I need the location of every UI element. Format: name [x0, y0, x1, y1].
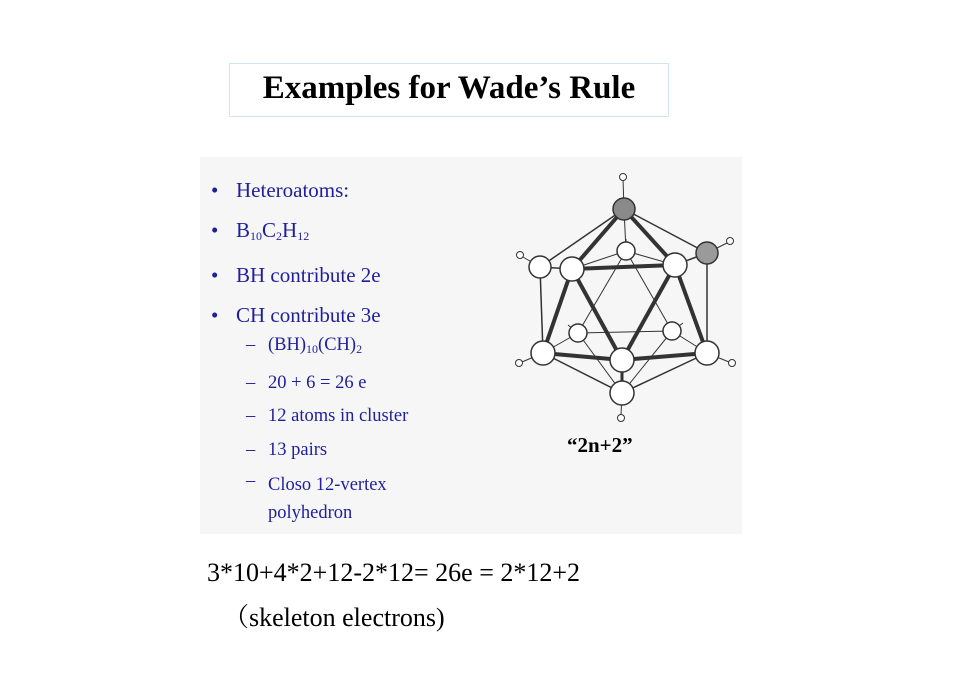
sub-list [200, 329, 428, 527]
sub-text: 12 atoms in cluster [268, 406, 409, 426]
bullet-bh [200, 256, 381, 296]
bullet-dot: • [211, 263, 219, 287]
dash: – [246, 372, 256, 393]
formula-subscript: 10 [306, 342, 319, 356]
bullet-list [200, 171, 381, 335]
bullet-heteroatoms [200, 171, 381, 211]
sub-sum [200, 367, 428, 401]
formula-part: (CH) [318, 335, 357, 355]
formula-subscript: 10 [250, 228, 263, 243]
electron-count-equation: 3*10+4*2+12-2*12= 26e = 2*12+2 [207, 558, 581, 587]
equation-note: （skeleton electrons) [223, 603, 445, 632]
formula-part: (BH) [268, 335, 307, 355]
formula-subscript: 2 [276, 228, 283, 243]
sub-pairs [200, 434, 428, 468]
sub-formula [200, 329, 428, 367]
bullet-text: Heteroatoms: [236, 178, 350, 202]
bullet-dot: • [211, 217, 219, 242]
sub-text: Closo 12-vertex polyhedron [268, 475, 387, 523]
content-panel [200, 157, 742, 534]
formula-subscript: 12 [297, 228, 310, 243]
sub-atoms [200, 400, 428, 434]
formula-part: H [282, 217, 298, 242]
formula-part: B [236, 217, 251, 242]
title-box [229, 63, 669, 117]
bullet-text: CH contribute 3e [236, 302, 381, 327]
formula-subscript: 2 [356, 342, 363, 356]
dash: – [246, 471, 256, 491]
dash: – [246, 406, 256, 426]
slide-title: Examples for Wade’s Rule [262, 70, 636, 106]
bullet-dot: • [211, 178, 219, 202]
dash: – [246, 335, 256, 355]
bullet-formula [200, 211, 381, 257]
dash: – [246, 439, 256, 460]
sub-text: 20 + 6 = 26 e [268, 372, 367, 393]
bullet-text: BH contribute 2e [236, 263, 381, 287]
figure-label: “2n+2” [567, 433, 633, 457]
sub-closo [200, 467, 428, 527]
formula-part: C [262, 217, 277, 242]
bullet-dot: • [211, 302, 219, 327]
sub-text: 13 pairs [268, 439, 328, 460]
icosahedral-carborane-cluster-icon [505, 165, 739, 427]
